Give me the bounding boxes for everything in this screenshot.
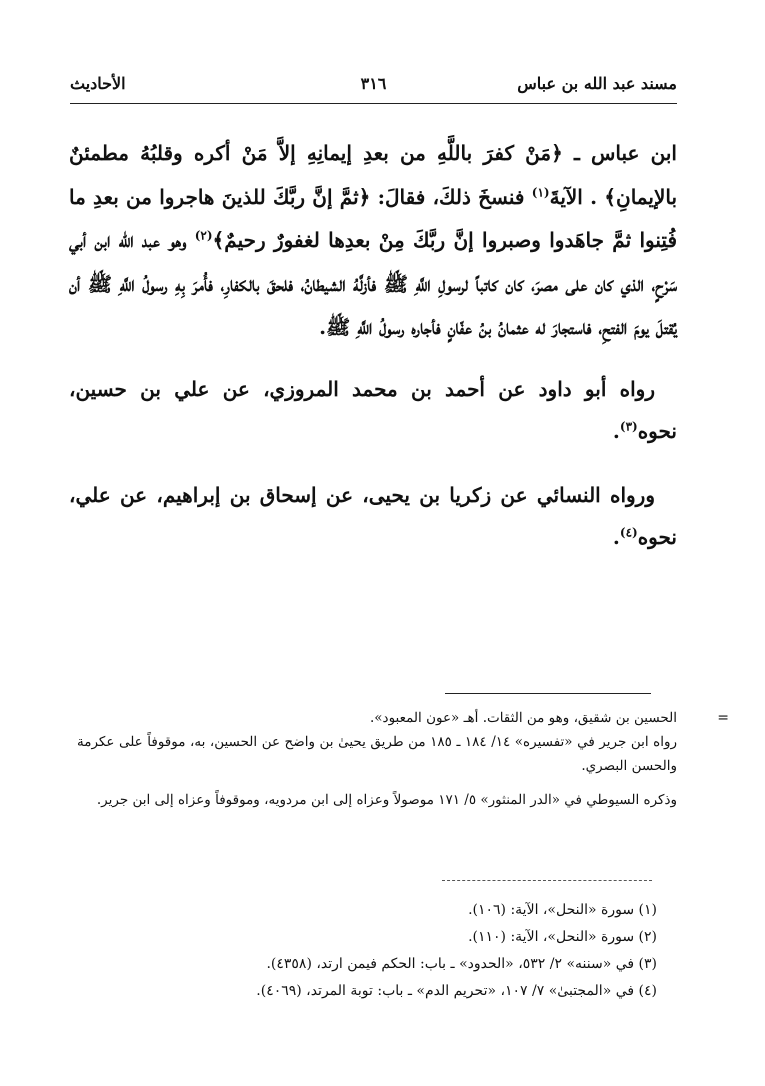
footnote-3: (٣) في «سننه» ٢/ ٥٣٢، «الحدود» ـ باب: الحكم فيمن ارتد، (٤٣٥٨).	[266, 956, 657, 972]
header-rule	[70, 103, 677, 104]
main-text	[69, 132, 677, 580]
running-header	[70, 74, 677, 104]
continued-notes	[77, 706, 729, 812]
book-title: مسند عبد الله بن عباس	[517, 74, 677, 93]
footnote-ref-4: (٤)	[619, 524, 638, 539]
note-line-2: رواه ابن جرير في «تفسيره» ١٤/ ١٨٤ ـ ١٨٥ من طريق يحيىٰ بن واضح عن الحسين، به، موقوفاً على عكرمة والحسن البصري.	[77, 734, 677, 774]
footnote-dashed-separator	[442, 880, 652, 881]
footnotes	[77, 897, 657, 1005]
note-line-1: الحسين بن شقيق، وهو من الثقات. أهـ «عون المعبود».	[370, 710, 677, 726]
continuation-mark: =	[717, 710, 729, 726]
paragraph-hadith-text	[69, 132, 677, 350]
footnote-ref-2: (٢)	[194, 228, 213, 243]
paragraph-abu-dawud: رواه أبو داود عن أحمد بن محمد المروزي، عن علي بن حسين، نحوه$^{(٣)}$.	[69, 376, 677, 443]
footnote-separator	[445, 693, 651, 694]
hadith-text-part-1: ابن عباس ـ ﴿مَنْ كفرَ باللَّهِ من بعدِ إيمانِهِ إلاَّ مَنْ أكره وقلبُهُ مطمئنٌ بالإيمانِ﴾ . الآيةَ	[69, 141, 678, 209]
note-line-3: وذكره السيوطي في «الدر المنثور» ٥/ ١٧١ موصولاً وعزاه إلى ابن مردويه، وموقوفاً وعزاه إلى ابن جرير.	[96, 792, 677, 808]
page-number: ٣١٦	[360, 74, 387, 93]
hadith-text-part-3: وهو عبد الله ابن أبي سَرْحٍ، الذي كان على مصرَ، كان كاتباً لرسولِ اللَّهِ ﷺ فأزلَّهُ الشيطانُ، فلحقَ بالكفارِ، فأُمرَ بِهِ رسولُ اللَّهِ ﷺ أن يُقتلَ يومَ الفتحِ، فاستجارَ له عثمانُ بنُ عفّانٍ فأجاره رسولُ اللَّهِ ﷺ.	[69, 228, 677, 339]
footnote-4: (٤) في «المجتبىٰ» ٧/ ١٠٧، «تحريم الدم» ـ باب: توبة المرتد، (٤٠٦٩).	[256, 983, 657, 999]
footnote-ref-3: (٣)	[619, 418, 638, 433]
nasai-text: ورواه النسائي عن زكريا بن يحيى، عن إسحاق بن إبراهيم، عن علي، نحوه	[69, 482, 677, 549]
footnote-1: (١) سورة «النحل»، الآية: (١٠٦).	[468, 902, 657, 918]
hadith-text-part-2: فنسخَ ذلكَ، فقالَ: ﴿ثمَّ إنَّ ربَّكَ للذينَ هاجروا من بعدِ ما فُتِنوا ثمَّ جاهَدوا وصبروا إنَّ ربَّكَ مِنْ بعدِها لغفورٌ رحيمٌ﴾	[69, 184, 678, 252]
footnote-2: (٢) سورة «النحل»، الآية: (١١٠).	[468, 929, 657, 945]
section-title: الأحاديث	[70, 74, 126, 93]
paragraph-nasai: ورواه النسائي عن زكريا بن يحيى، عن إسحاق بن إبراهيم، عن علي، نحوه$^{(٤)}$.	[69, 482, 677, 549]
footnote-ref-1: (١)	[531, 184, 550, 199]
abu-dawud-text: رواه أبو داود عن أحمد بن محمد المروزي، عن علي بن حسين، نحوه	[69, 376, 677, 443]
